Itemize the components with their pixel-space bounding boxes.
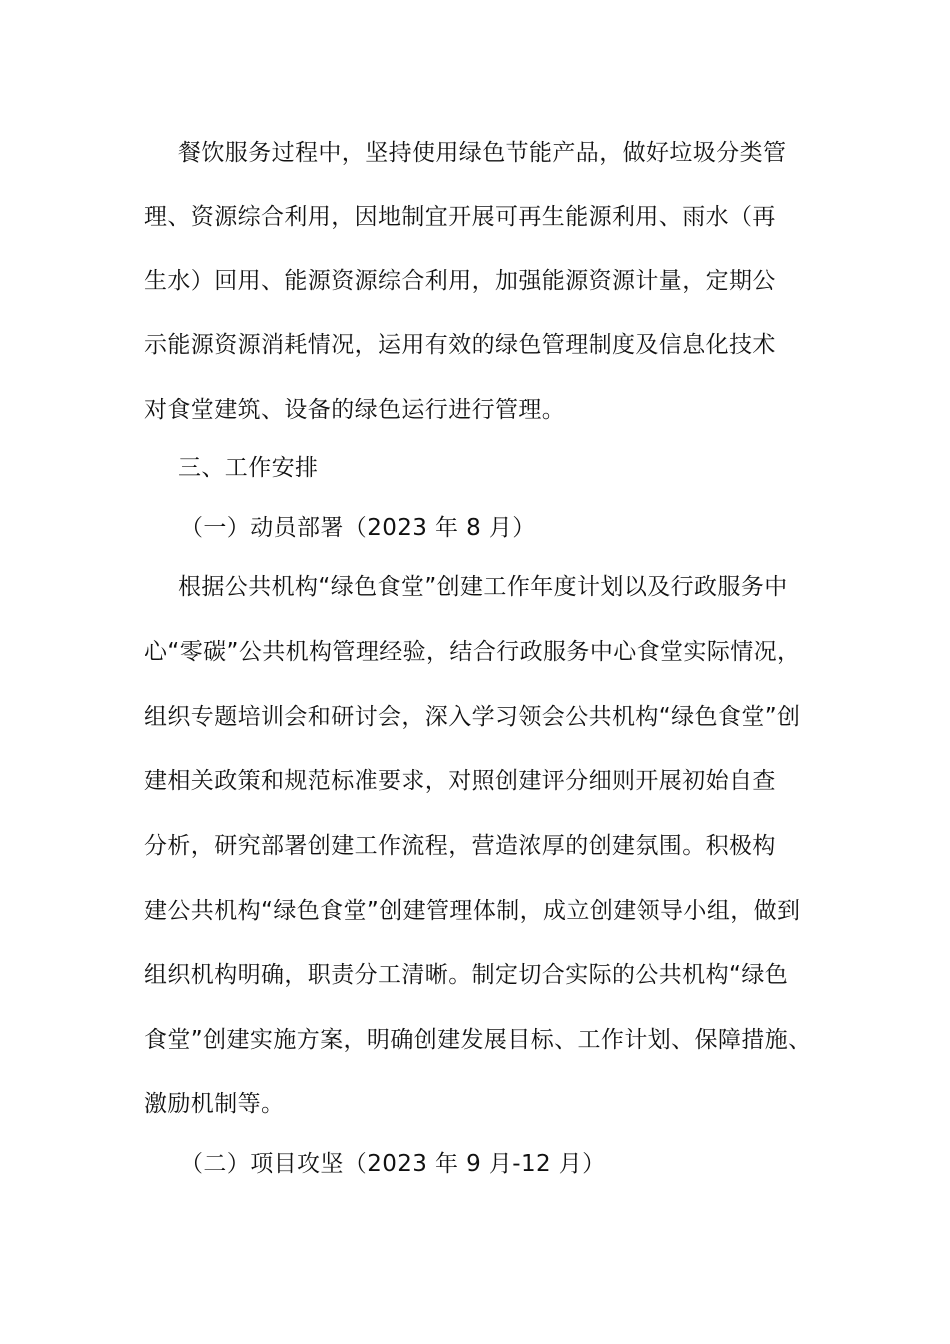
paragraph-2-line-4: 建相关政策和规范标准要求，对照创建评分细则开展初始自查: [144, 768, 776, 794]
paragraph-2-line-6: 建公共机构“绿色食堂”创建管理体制，成立创建领导小组，做到: [144, 898, 801, 924]
paragraph-1-line-1: 餐饮服务过程中，坚持使用绿色节能产品，做好垃圾分类管: [178, 140, 787, 166]
paragraph-1-line-2: 理、资源综合利用，因地制宜开展可再生能源利用、雨水（再: [144, 204, 776, 230]
paragraph-2-line-2: 心“零碳”公共机构管理经验，结合行政服务中心食堂实际情况，: [144, 639, 801, 665]
paragraph-2-line-1: 根据公共机构“绿色食堂”创建工作年度计划以及行政服务中: [178, 574, 788, 600]
paragraph-2-line-7: 组织机构明确，职责分工清晰。制定切合实际的公共机构“绿色: [144, 962, 789, 988]
subheading-project-push: （二）项目攻坚（2023 年 9 月-12 月）: [180, 1151, 606, 1177]
paragraph-1-line-3: 生水）回用、能源资源综合利用，加强能源资源计量，定期公: [144, 268, 776, 294]
subheading-mobilization: （一）动员部署（2023 年 8 月）: [180, 515, 536, 541]
paragraph-1-line-4: 示能源资源消耗情况，运用有效的绿色管理制度及信息化技术: [144, 332, 776, 358]
paragraph-2-line-5: 分析，研究部署创建工作流程，营造浓厚的创建氛围。积极构: [144, 833, 776, 859]
section-heading: 三、工作安排: [178, 455, 319, 481]
paragraph-1-line-5: 对食堂建筑、设备的绿色运行进行管理。: [144, 397, 566, 423]
paragraph-2-line-8: 食堂”创建实施方案，明确创建发展目标、工作计划、保障措施、: [144, 1027, 812, 1053]
paragraph-2-line-3: 组织专题培训会和研讨会，深入学习领会公共机构“绿色食堂”创: [144, 704, 801, 730]
paragraph-2-line-9: 激励机制等。: [144, 1091, 285, 1117]
